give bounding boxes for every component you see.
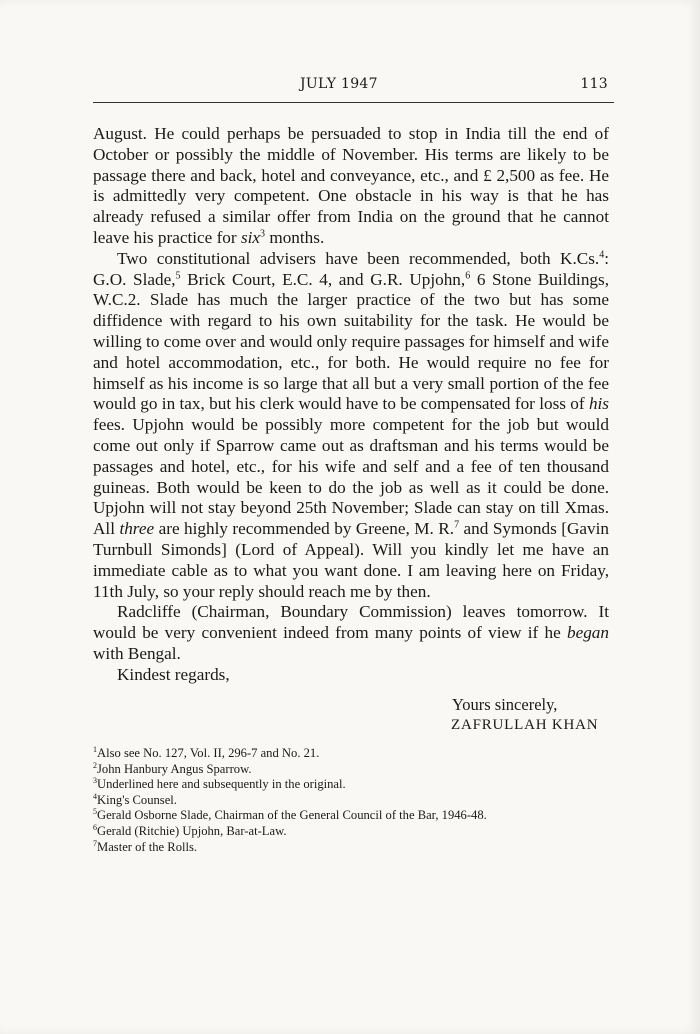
paragraph-4: [93, 665, 609, 686]
text-run: Radcliffe (Chairman, Boundary Commission) leaves tomorrow. It would be very convenient indeed from many points of view if he: [93, 602, 609, 643]
footnote: [93, 793, 613, 809]
footnote-number: 1: [93, 744, 97, 754]
footnote-number: 2: [93, 760, 97, 770]
text-run: Brick Court, E.C. 4, and G.R. Upjohn,: [180, 269, 466, 289]
text-run: with Bengal.: [93, 643, 181, 663]
signature: ZAFRULLAH KHAN: [451, 717, 599, 733]
footnote-text: Master of the Rolls.: [97, 839, 198, 854]
footnote-ref: 5: [175, 269, 181, 281]
footnote: [93, 762, 613, 778]
footnote-number: 3: [93, 776, 97, 785]
emphasis: his: [588, 394, 609, 414]
footnote-text: Underlined here and subsequently in the original.: [97, 777, 346, 792]
paragraph-1: [93, 124, 609, 249]
header-rule: [93, 102, 614, 103]
footnote-number: 4: [93, 791, 97, 801]
footnote-number: 7: [93, 838, 97, 848]
footnote-ref: 3: [260, 228, 266, 240]
footnote: [93, 746, 613, 762]
text-run: Two constitutional advisers have been recommended, both K.Cs.: [117, 248, 600, 268]
emphasis: three: [119, 519, 155, 539]
footnote-text: John Hanbury Angus Sparrow.: [97, 761, 252, 776]
text-run: Kindest regards,: [117, 664, 230, 684]
valediction: Yours sincerely,: [452, 695, 558, 714]
text-run: : G.O. Slade,: [93, 248, 609, 289]
text-run: are highly recommended by Greene, M. R.: [154, 519, 455, 539]
footnote-number: 6: [93, 822, 97, 832]
letter-body: [93, 124, 609, 686]
footnote-number: 5: [93, 807, 97, 817]
footnote-text: Also see No. 127, Vol. II, 296-7 and No. 21.: [97, 746, 320, 760]
footnote-ref: 4: [599, 249, 605, 261]
footnote: [93, 840, 613, 856]
footnote-text: King's Counsel.: [97, 792, 177, 807]
footnote: [93, 824, 613, 840]
footnote-text: Gerald (Ritchie) Upjohn, Bar-at-Law.: [97, 823, 287, 838]
text-run: 6 Stone Buildings, W.C.2. Slade has much the larger practice of the two but has some diffidence with regard to his own suitability for the task. He would be willing to come over and would only require passages for himself and wife and hotel accommodation, etc., for both. He would require no fee for himself as his income is so large that all but a very small portion of the fee would go in tax, but his clerk would have to be compensated for loss of: [93, 269, 609, 414]
footnote-ref: 6: [465, 269, 471, 281]
emphasis: six: [240, 227, 261, 247]
letter-closing: [452, 694, 598, 736]
page-number: 113: [580, 76, 608, 92]
text-run: and Symonds [Gavin Turnbull Simonds] (Lord of Appeal). Will you kindly let me have an immediate cable as to what you want done. I am leaving here on Friday, 11th July, so your reply should reach me by then.: [93, 519, 610, 601]
footnote: [93, 808, 613, 824]
running-title: JULY 1947: [300, 76, 378, 92]
text-run: fees. Upjohn would be possibly more competent for the job but would come out only if Sparrow came out as draftsman and his terms would be passages and hotel, etc., for his wife and self and a fee of ten thousand guineas. Both would be keen to do the job as well as it could be done. Upjohn will not stay beyond 25th November; Slade can stay on till Xmas. All: [93, 415, 609, 539]
text-run: months.: [265, 227, 325, 247]
footnote-ref: 7: [454, 519, 460, 531]
footnote: [93, 777, 613, 793]
emphasis: began: [566, 623, 609, 643]
paragraph-3: [93, 602, 609, 664]
paragraph-2: [93, 249, 609, 603]
footnote-text: Gerald Osborne Slade, Chairman of the General Council of the Bar, 1946-48.: [97, 808, 487, 823]
text-run: August. He could perhaps be persuaded to stop in India till the end of October or possibly the middle of November. His terms are likely to be passage there and back, hotel and conveyance, etc., and £ 2,500 as fee. He is admittedly very competent. One obstacle in his way is that he has already refused a similar offer from India on the ground that he cannot leave his practice for: [93, 124, 609, 247]
footnotes: [93, 746, 613, 855]
